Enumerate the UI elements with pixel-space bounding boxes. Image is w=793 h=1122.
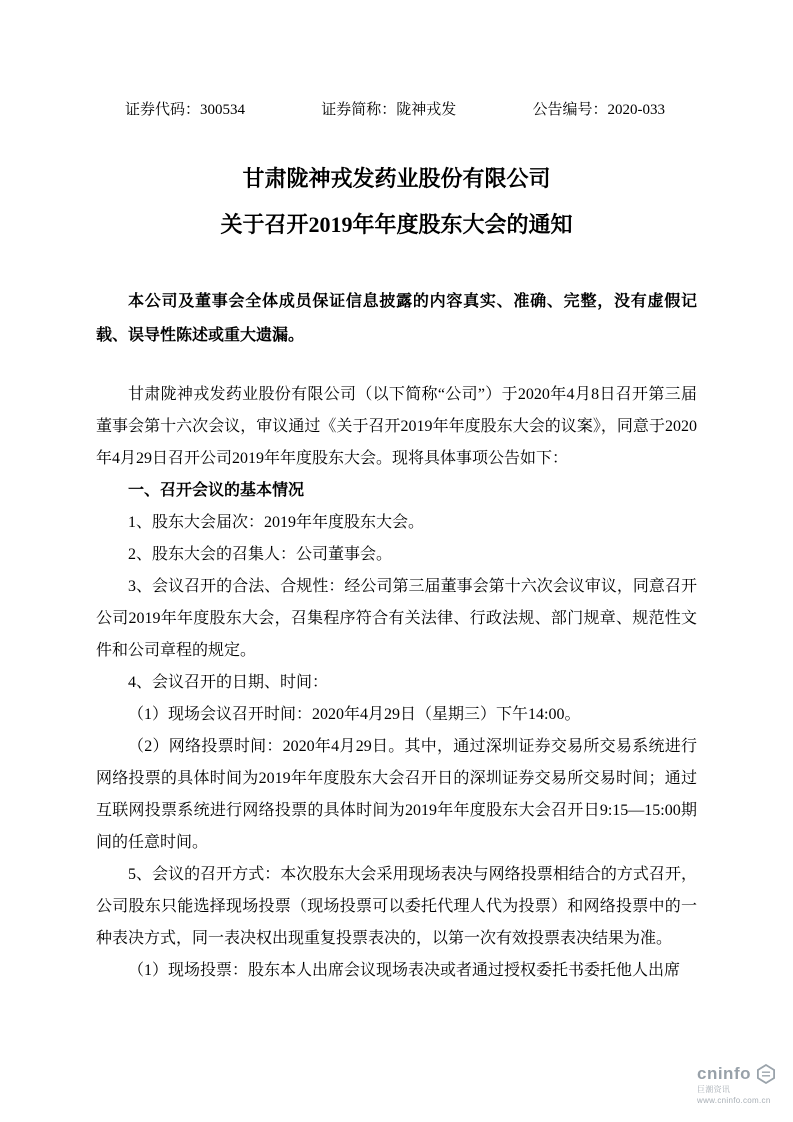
document-header: [96, 98, 697, 119]
document-body: [96, 379, 697, 987]
announcement-number: 公告编号：2020-033: [532, 102, 665, 118]
item-4-1-onsite-time: （1）现场会议召开时间：2020年4月29日（星期三）下午14:00。: [128, 706, 581, 723]
cninfo-wordmark: cninfo: [697, 1064, 751, 1084]
item-5-1-onsite-voting: （1）现场投票：股东本人出席会议现场表决或者通过授权委托书委托他人出席: [128, 962, 681, 979]
cninfo-url: www.cninfo.com.cn: [697, 1096, 771, 1106]
company-title: 甘肃陇神戎发药业股份有限公司: [242, 166, 551, 191]
notice-title: 关于召开2019年年度股东大会的通知: [220, 212, 573, 237]
cninfo-hexagon-icon: [757, 1064, 775, 1084]
item-5-meeting-method: 5、会议的召开方式：本次股东大会采用现场表决与网络投票相结合的方式召开，公司股东只能选择现场投票（现场投票可以委托代理人代为投票）和网络投票中的一种表决方式，同一表决权出现重复投票表决的，以第一次有效投票表决结果为准。: [96, 866, 697, 947]
item-4-2-online-voting-time: （2）网络投票时间：2020年4月29日。其中，通过深圳证券交易所交易系统进行网络投票的具体时间为2019年年度股东大会召开日的深圳证券交易所交易时间；通过互联网投票系统进行网络投票的具体时间为2019年年度股东大会召开日9:15—15:00期间的任意时间。: [96, 738, 697, 851]
item-1-meeting-session: 1、股东大会届次：2019年年度股东大会。: [128, 514, 425, 531]
cninfo-logo: [697, 1064, 775, 1106]
cninfo-chinese-name: 巨潮资讯: [697, 1085, 731, 1095]
stock-short-name: 证券简称：陇神戎发: [321, 102, 457, 118]
item-2-convener: 2、股东大会的召集人：公司董事会。: [128, 546, 393, 563]
board-disclaimer: 本公司及董事会全体成员保证信息披露的内容真实、准确、完整，没有虚假记载、误导性陈述或重大遗漏。: [96, 293, 697, 344]
stock-code: 证券代码：300534: [125, 102, 246, 118]
item-4-datetime-heading: 4、会议召开的日期、时间：: [128, 674, 329, 691]
cninfo-logo-top: [697, 1064, 775, 1084]
item-3-legality: 3、会议召开的合法、合规性：经公司第三届董事会第十六次会议审议，同意召开公司2019年年度股东大会，召集程序符合有关法律、行政法规、部门规章、规范性文件和公司章程的规定。: [96, 578, 697, 659]
intro-paragraph: 甘肃陇神戎发药业股份有限公司（以下简称“公司”）于2020年4月8日召开第三届董事会第十六次会议，审议通过《关于召开2019年年度股东大会的议案》，同意于2020年4月29日召开公司2019年年度股东大会。现将具体事项公告如下：: [96, 386, 697, 467]
section-1-heading: 一、召开会议的基本情况: [128, 482, 305, 499]
